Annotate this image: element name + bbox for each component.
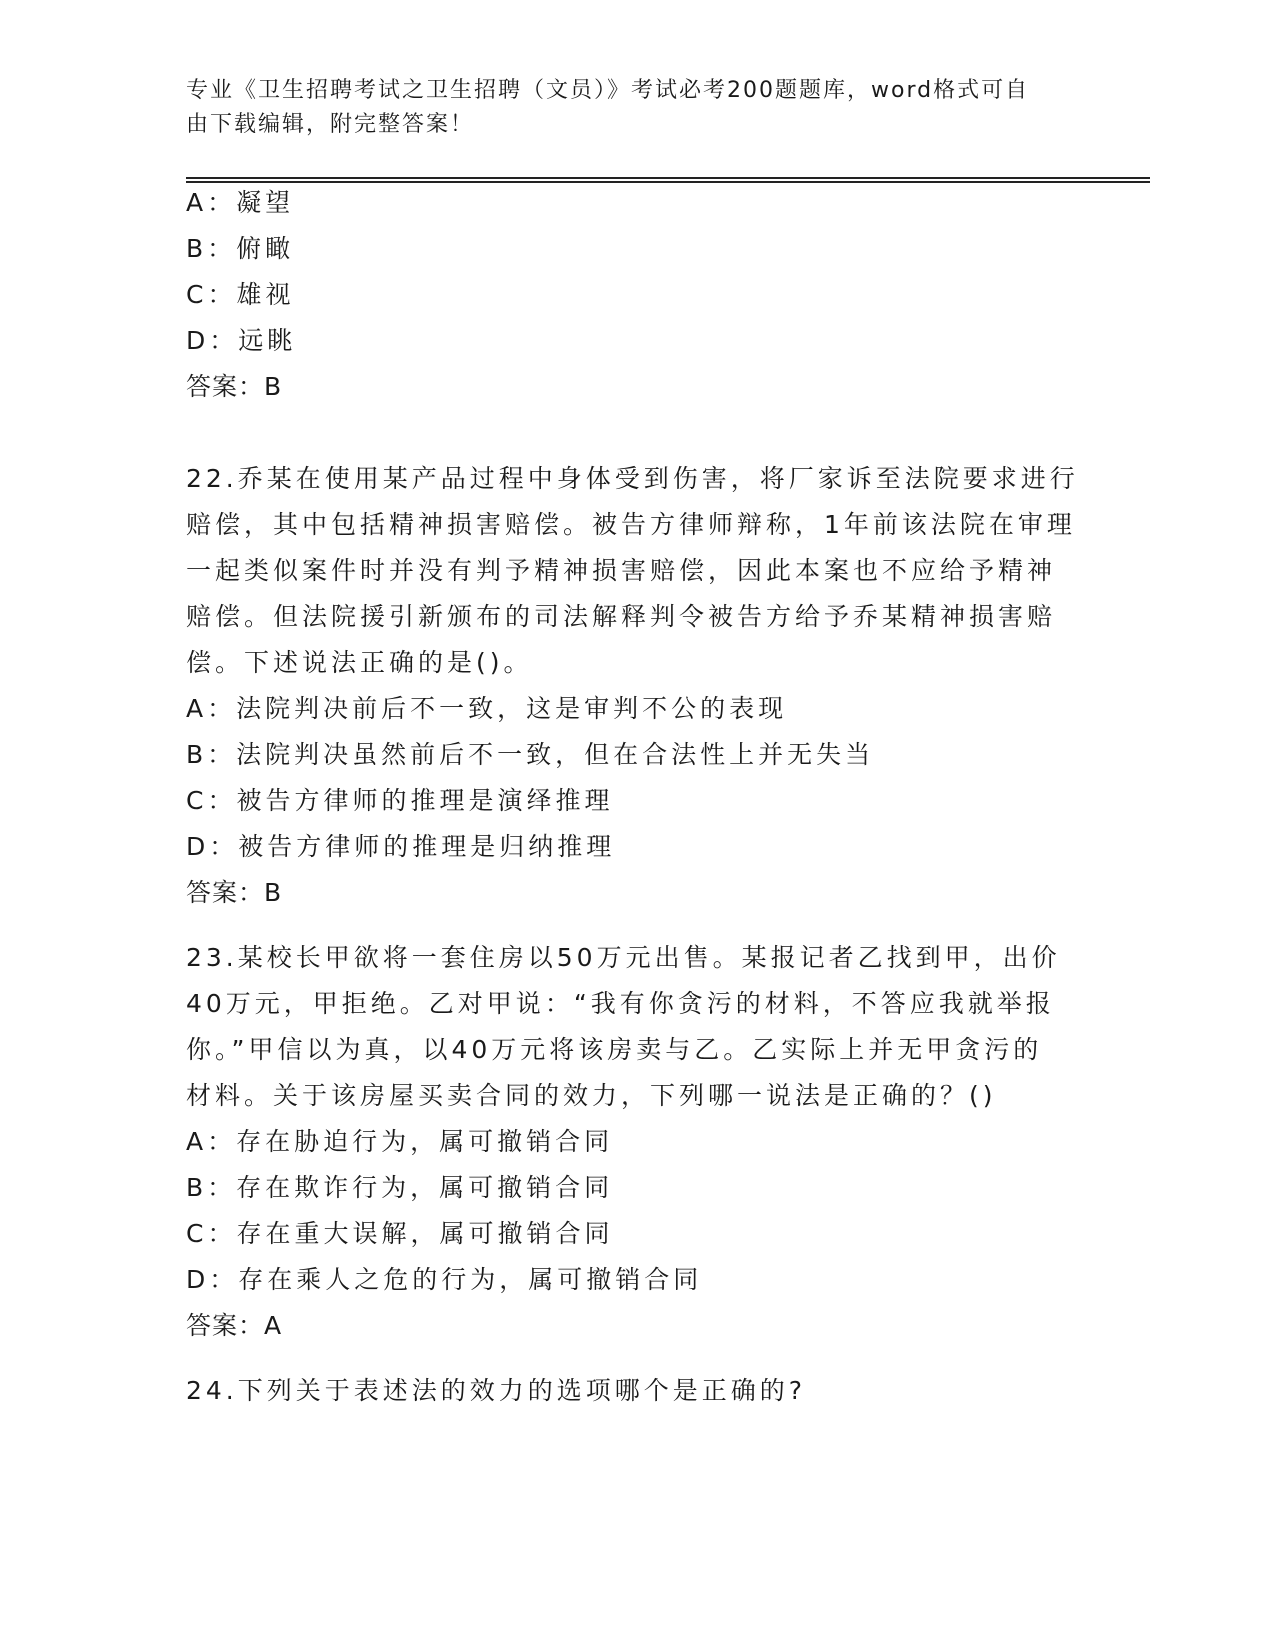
stem-line: 40万元，甲拒绝。乙对甲说：“我有你贪污的材料，不答应我就举报 <box>186 989 1055 1018</box>
stem-line: 一起类似案件时并没有判予精神损害赔偿，因此本案也不应给予精神 <box>186 556 1057 585</box>
option-c: C：存在重大误解，属可撤销合同 <box>186 1219 614 1248</box>
stem-line: 材料。关于该房屋买卖合同的效力，下列哪一说法是正确的？() <box>186 1081 997 1110</box>
question-21 <box>186 180 1086 410</box>
option-a: A：凝望 <box>186 188 295 217</box>
question-stem <box>186 1368 1086 1414</box>
option-b: B：存在欺诈行为，属可撤销合同 <box>186 1173 614 1202</box>
document-header <box>186 74 1066 142</box>
header-line-2: 由下载编辑，附完整答案！ <box>186 112 475 137</box>
stem-line: 22.乔某在使用某产品过程中身体受到伤害，将厂家诉至法院要求进行 <box>186 464 1079 493</box>
option-d: D：远眺 <box>186 326 297 355</box>
header-rule-top <box>186 177 1150 179</box>
option-c: C：被告方律师的推理是演绎推理 <box>186 786 614 815</box>
question-22 <box>186 456 1086 916</box>
stem-line: 23.某校长甲欲将一套住房以50万元出售。某报记者乙找到甲，出价 <box>186 943 1061 972</box>
stem-line: 偿。下述说法正确的是()。 <box>186 648 533 677</box>
option-c: C：雄视 <box>186 280 295 309</box>
question-stem <box>186 456 1086 686</box>
question-stem <box>186 935 1086 1119</box>
option-d: D：被告方律师的推理是归纳推理 <box>186 832 616 861</box>
option-b: B：法院判决虽然前后不一致，但在合法性上并无失当 <box>186 740 875 769</box>
answer: 答案：B <box>186 372 283 401</box>
stem-line: 赔偿，其中包括精神损害赔偿。被告方律师辩称，1年前该法院在审理 <box>186 510 1076 539</box>
stem-line: 24.下列关于表述法的效力的选项哪个是正确的? <box>186 1376 807 1405</box>
answer: 答案：A <box>186 1311 283 1340</box>
answer: 答案：B <box>186 878 283 907</box>
question-24 <box>186 1368 1086 1414</box>
header-line-1: 专业《卫生招聘考试之卫生招聘（文员）》考试必考200题题库，word格式可自 <box>186 78 1030 103</box>
stem-line: 赔偿。但法院援引新颁布的司法解释判令被告方给予乔某精神损害赔 <box>186 602 1057 631</box>
stem-line: 你。”甲信以为真，以40万元将该房卖与乙。乙实际上并无甲贪污的 <box>186 1035 1043 1064</box>
option-d: D：存在乘人之危的行为，属可撤销合同 <box>186 1265 703 1294</box>
option-a: A：法院判决前后不一致，这是审判不公的表现 <box>186 694 788 723</box>
option-a: A：存在胁迫行为，属可撤销合同 <box>186 1127 614 1156</box>
option-b: B：俯瞰 <box>186 234 295 263</box>
question-23 <box>186 935 1086 1349</box>
